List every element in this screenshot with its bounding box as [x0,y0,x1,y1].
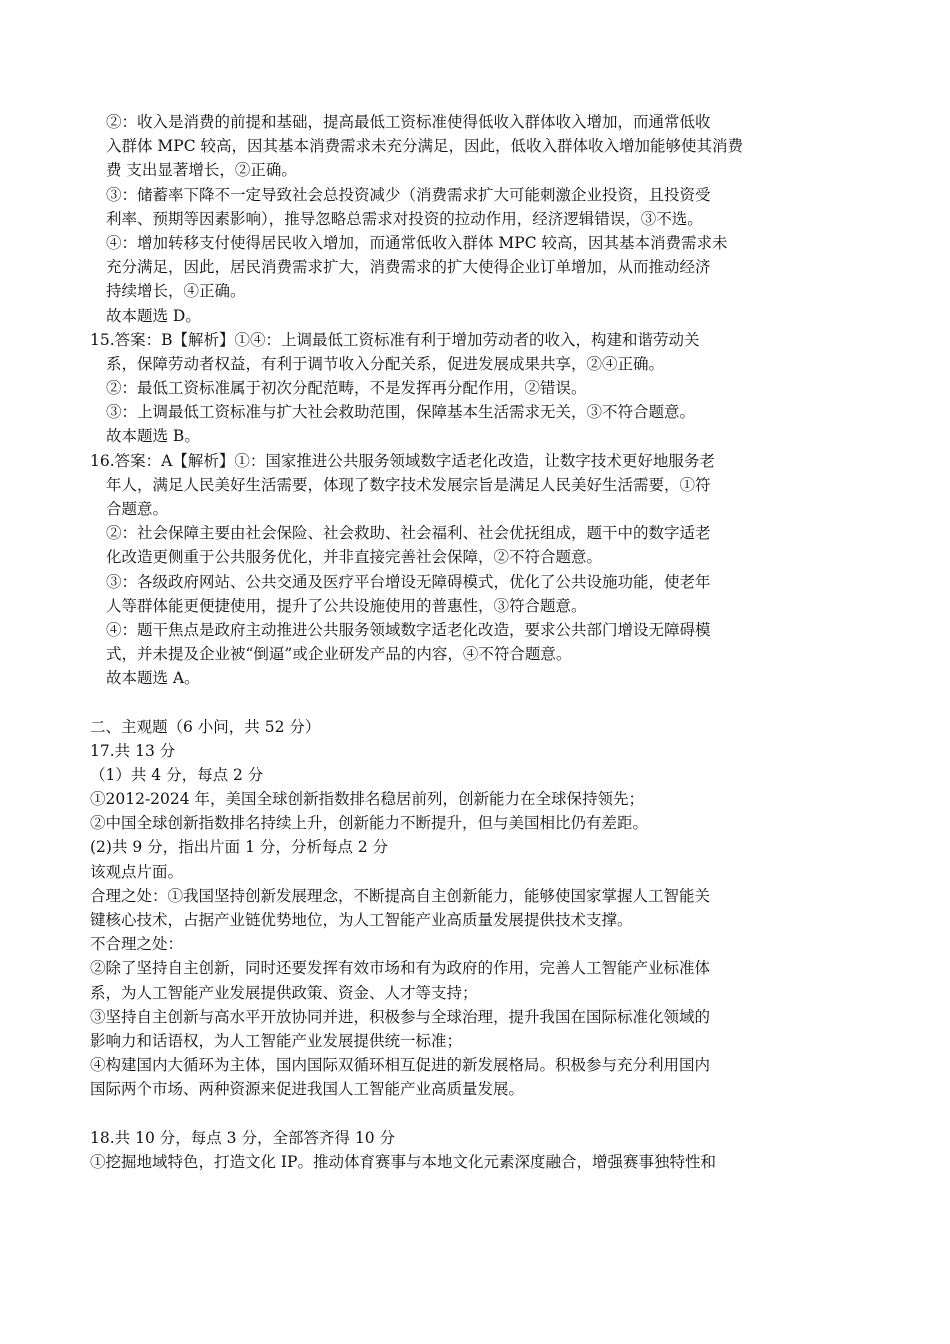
text-line: 该观点片面。 [90,862,184,881]
text-line: 入群体 MPC 较高，因其基本消费需求未充分满足，因此，低收入群体收入增加能够使其消费 [106,137,744,156]
text-line: ②：社会保障主要由社会保险、社会救助、社会福利、社会优抚组成，题干中的数字适老 [106,524,711,543]
text-line: （1）共 4 分，每点 2 分 [90,765,264,784]
text-line: 年人，满足人民美好生活需要，体现了数字技术发展宗旨是满足人民美好生活需要，①符 [106,475,711,494]
text-line: ①2012-2024 年，美国全球创新指数排名稳居前列，创新能力在全球保持领先； [90,790,645,809]
text-line: 15.答案：B【解析】①④：上调最低工资标准有利于增加劳动者的收入，构建和谐劳动关 [90,330,700,349]
text-line: ③：各级政府网站、公共交通及医疗平台增设无障碍模式，优化了公共设施功能，使老年 [106,572,711,591]
text-line: 故本题选 A。 [106,669,200,688]
text-line: 国际两个市场、两种资源来促进我国人工智能产业高质量发展。 [90,1080,525,1099]
text-line: 16.答案：A【解析】①：国家推进公共服务领域数字适老化改造，让数字技术更好地服务老 [90,451,715,470]
text-line: ④构建国内大循环为主体，国内国际双循环相互促进的新发展格局。积极参与充分利用国内 [90,1056,711,1075]
text-line: 故本题选 B。 [106,427,200,446]
text-line: ②中国全球创新指数排名持续上升，创新能力不断提升，但与美国相比仍有差距。 [90,814,649,833]
text-line: 系，为人工智能产业发展提供政策、资金、人才等支持； [90,983,478,1002]
paragraph-gap [90,691,870,715]
text-line: 影响力和话语权，为人工智能产业发展提供统一标准； [90,1031,463,1050]
text-line: 充分满足，因此，居民消费需求扩大，消费需求的扩大使得企业订单增加，从而推动经济 [106,258,711,277]
text-line: 键核心技术，占据产业链优势地位，为人工智能产业高质量发展提供技术支撑。 [90,911,633,929]
text-line: ②除了坚持自主创新，同时还要发挥有效市场和有为政府的作用，完善人工智能产业标准体 [90,959,711,978]
answer-key-text [90,110,870,1174]
text-line: ③：上调最低工资标准与扩大社会救助范围，保障基本生活需求无关，③不符合题意。 [106,403,696,422]
text-line: 系，保障劳动者权益，有利于调节收入分配关系，促进发展成果共享，②④正确。 [106,354,665,373]
text-line: 费 支出显著增长，②正确。 [106,161,297,180]
text-line: 合理之处：①我国坚持创新发展理念，不断提高自主创新能力，能够使国家掌握人工智能关 [90,886,711,905]
text-line: 利率、预期等因素影响），推导忽略总需求对投资的拉动作用，经济逻辑错误，③不选。 [106,209,703,228]
text-line: 二、主观题（6 小问，共 52 分） [90,717,321,736]
text-line: 故本题选 D。 [106,306,201,325]
text-line: 持续增长，④正确。 [106,282,246,301]
paragraph-gap [90,1102,870,1126]
text-line: 17.共 13 分 [90,741,176,760]
text-line: 合题意。 [106,500,169,518]
text-line: ②：最低工资标准属于初次分配范畴，不是发挥再分配作用，②错误。 [106,379,587,398]
text-line: ③坚持自主创新与高水平开放协同并进，积极参与全球治理，提升我国在国际标准化领域的 [90,1007,711,1026]
text-line: 化改造更侧重于公共服务优化，并非直接完善社会保障，②不符合题意。 [106,548,603,567]
text-line: ④：题干焦点是政府主动推进公共服务领域数字适老化改造，要求公共部门增设无障碍模 [106,620,711,639]
text-line: ②：收入是消费的前提和基础，提高最低工资标准使得低收入群体收入增加，而通常低收 [106,113,711,131]
text-line: 式，并未提及企业被“倒逼”或企业研发产品的内容，④不符合题意。 [106,645,572,664]
text-line: 人等群体能更便捷使用，提升了公共设施使用的普惠性，③符合题意。 [106,596,587,615]
text-line: ④：增加转移支付使得居民收入增加，而通常低收入群体 MPC 较高，因其基本消费需求未 [106,233,728,252]
text-line: ①挖掘地域特色，打造文化 IP。推动体育赛事与本地文化元素深度融合，增强赛事独特性和 [90,1152,716,1171]
text-line: (2)共 9 分，指出片面 1 分，分析每点 2 分 [90,838,389,857]
text-line: 18.共 10 分，每点 3 分，全部答齐得 10 分 [90,1128,396,1147]
text-line: ③：储蓄率下降不一定导致社会总投资减少（消费需求扩大可能刺激企业投资，且投资受 [106,185,711,204]
text-line: 不合理之处： [90,935,184,954]
